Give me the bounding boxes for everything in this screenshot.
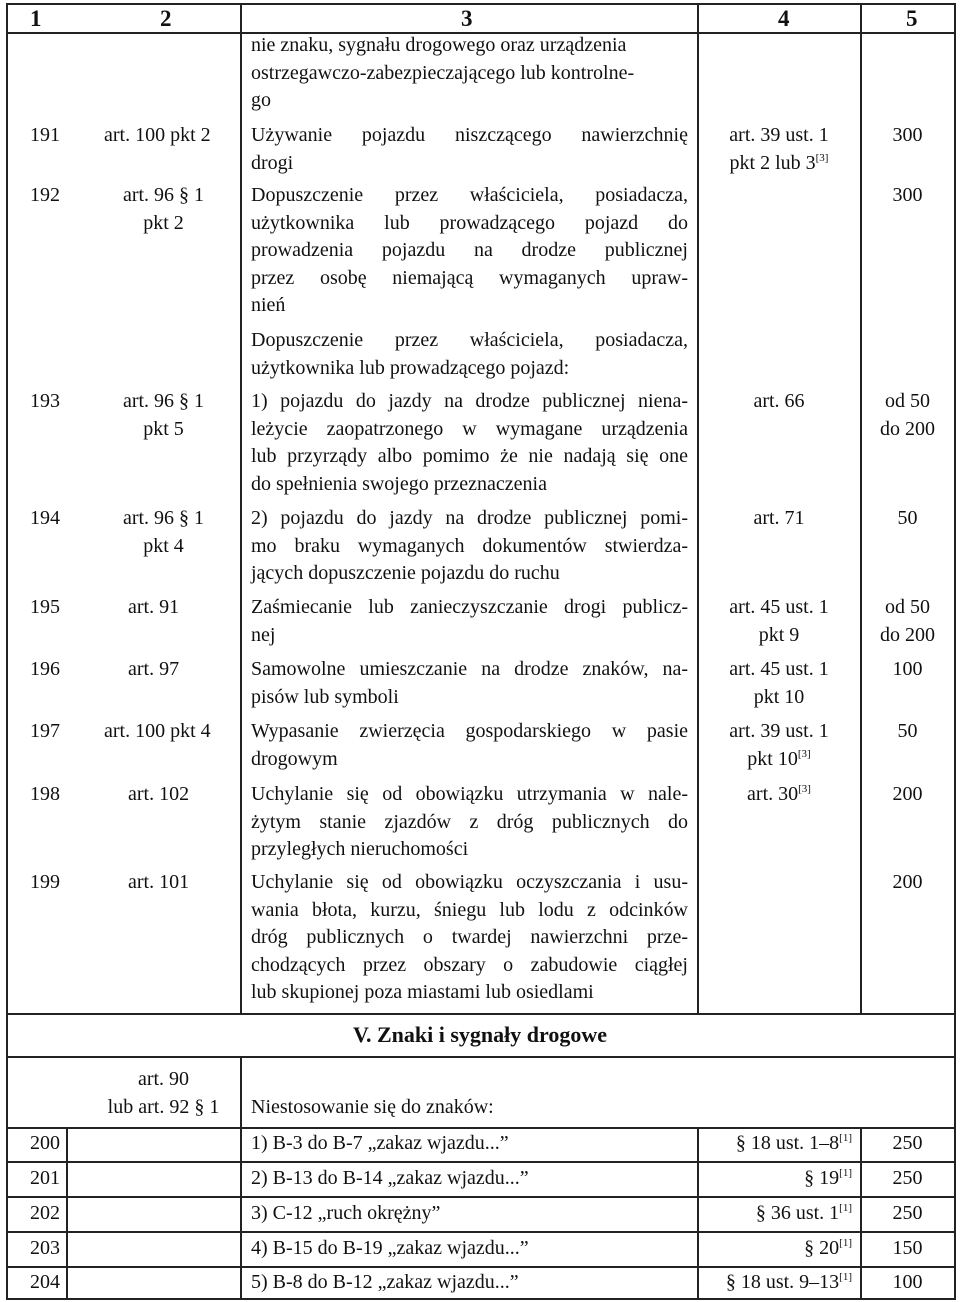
row-204-description: 5) B-8 do B-12 „zakaz wjazdu...” [251, 1271, 519, 1293]
row-202-description: 3) C-12 „ruch okrężny” [251, 1202, 441, 1224]
reference-line [698, 746, 860, 774]
description-line: Dopuszczenie przez właściciela, posiadacza, [251, 329, 688, 351]
description-line: użytkownika lub prowadzącego pojazd: [251, 356, 570, 379]
reference-text: § 20 [804, 1237, 840, 1259]
column-divider-3-4-signs [697, 1127, 699, 1299]
row-199-description [251, 869, 688, 1007]
article-line: art. 96 § 1 [122, 390, 205, 412]
row-196-amount: 100 [892, 658, 923, 680]
row-193-article [86, 388, 241, 443]
row-line-202-top [6, 1196, 956, 1198]
row-195-reference [698, 594, 860, 649]
row-196-description [251, 656, 688, 711]
row-194-number: 194 [30, 507, 60, 529]
description-line: do spełnienia swojego przeznaczenia [251, 472, 547, 495]
description-line: Samowolne umieszczanie na drodze znaków, na- [251, 658, 688, 680]
row-204-reference [726, 1269, 852, 1297]
description-line: Wypasanie zwierzęcia gospodarskiego w pasie [251, 720, 688, 742]
description-line: prowadzenia pojazdu na drodze publicznej [251, 239, 688, 261]
row-193-intro [251, 327, 688, 382]
row-196-number: 196 [30, 658, 60, 680]
description-line: dróg publicznych o twardej nawierzchni prze- [251, 926, 688, 948]
amount-line: do 200 [880, 417, 935, 440]
header-col-5: 5 [906, 6, 918, 31]
description-line: lub przyrządy albo pomimo że nie nadają się one [251, 445, 688, 467]
row-194-reference: art. 71 [753, 507, 805, 529]
reference-text: § 18 ust. 9–13 [725, 1271, 840, 1293]
description-line: 1) pojazdu do jazdy na drodze publicznej niena- [251, 390, 688, 412]
row-200-reference [736, 1130, 852, 1158]
reference-line: art. 45 ust. 1 [729, 658, 829, 680]
row-line-203-top [6, 1231, 956, 1233]
reference-text: § 19 [804, 1167, 840, 1189]
description-line: przyległych nieruchomości [251, 838, 469, 860]
footnote-marker: [1] [839, 1237, 852, 1249]
article-line: pkt 5 [143, 417, 184, 440]
row-198-article: art. 102 [128, 783, 190, 805]
reference-line: pkt 10 [753, 685, 805, 708]
row-203-description: 4) B-15 do B-19 „zakaz wjazdu...” [251, 1237, 529, 1259]
reference-text: pkt 2 lub 3 [729, 151, 816, 174]
description-line: Uchylanie się od obowiązku oczyszczania i usu- [251, 871, 688, 893]
row-line-201-top [6, 1161, 956, 1163]
description-line: Uchylanie się od obowiązku utrzymania w nale- [251, 783, 688, 805]
header-col-4: 4 [778, 6, 790, 31]
row-198-reference [698, 781, 860, 809]
row-199-number: 199 [30, 871, 60, 893]
reference-text: § 18 ust. 1–8 [735, 1132, 840, 1154]
row-198-number: 198 [30, 783, 60, 805]
row-194-article [86, 505, 241, 560]
amount-line: od 50 [885, 390, 930, 412]
footnote-marker: [1] [839, 1167, 852, 1179]
row-195-article: art. 91 [128, 596, 180, 618]
row-199-article: art. 101 [128, 871, 190, 893]
footnote-marker: [3] [815, 151, 829, 164]
row-203-number: 203 [30, 1237, 60, 1259]
row-194-description [251, 505, 688, 588]
row-192-article [86, 182, 241, 237]
row-192-number: 192 [30, 184, 60, 206]
article-line: art. 96 § 1 [122, 507, 205, 529]
row-202-number: 202 [30, 1202, 60, 1224]
description-line: lub skupionej poza miastami lub osiedlami [251, 981, 594, 1003]
row-193-number: 193 [30, 390, 60, 412]
row-line-204-top [6, 1266, 956, 1268]
signs-article [86, 1066, 241, 1121]
continuation-text [251, 32, 688, 115]
article-line: pkt 2 [143, 211, 184, 234]
header-col-1: 1 [30, 6, 42, 31]
header-col-2: 2 [160, 6, 172, 31]
row-line-200-top [6, 1127, 956, 1129]
row-197-reference [698, 718, 860, 773]
row-200-amount: 250 [892, 1132, 923, 1154]
row-195-description [251, 594, 688, 649]
description-line: Dopuszczenie przez właściciela, posiadacza, [251, 184, 688, 206]
table-border-right [954, 3, 956, 1299]
continuation-line: go [251, 89, 271, 111]
reference-line [698, 150, 860, 178]
row-192-description [251, 182, 688, 320]
footnote-marker: [3] [798, 783, 811, 795]
row-197-article: art. 100 pkt 4 [104, 720, 211, 742]
amount-line: od 50 [885, 596, 930, 618]
continuation-line: ostrzegawczo-zabezpieczającego lub kontrolne- [251, 61, 635, 84]
reference-line: pkt 9 [758, 623, 800, 646]
continuation-line: nie znaku, sygnału drogowego oraz urządzenia [251, 34, 627, 56]
description-line: wania błota, kurzu, śniegu lub lodu z odcinków [251, 898, 688, 921]
row-191-article: art. 100 pkt 2 [104, 124, 211, 146]
row-197-amount: 50 [897, 720, 918, 742]
row-201-description: 2) B-13 do B-14 „zakaz wjazdu...” [251, 1167, 529, 1189]
description-line: przez osobę niemającą wymaganych upraw- [251, 266, 688, 289]
row-192-amount: 300 [892, 184, 923, 206]
row-193-reference: art. 66 [753, 390, 805, 412]
column-divider-1-2-signs [66, 1127, 68, 1299]
row-201-reference [804, 1165, 852, 1193]
footnote-marker: [3] [797, 747, 811, 760]
description-line: pisów lub symboli [251, 685, 399, 708]
description-line: leżycie zaopatrzonego w wymagane urządzenia [251, 417, 688, 440]
reference-line: art. 45 ust. 1 [729, 596, 829, 618]
footnote-marker: [1] [839, 1271, 852, 1283]
section-separator [6, 1013, 956, 1015]
row-202-reference [756, 1200, 852, 1228]
row-198-amount: 200 [892, 783, 923, 805]
row-191-amount: 300 [892, 124, 923, 146]
description-line: użytkownika lub prowadzącego pojazd do [251, 211, 688, 234]
description-line: 2) pojazdu do jazdy na drodze publicznej pomi- [251, 507, 688, 529]
row-201-amount: 250 [892, 1167, 923, 1189]
table-border-left [6, 3, 8, 1299]
footnote-marker: [1] [839, 1132, 852, 1144]
description-line: Używanie pojazdu niszczącego nawierzchnię [251, 124, 688, 146]
row-201-number: 201 [30, 1167, 60, 1189]
article-line: pkt 4 [143, 534, 184, 557]
article-line: art. 90 [137, 1068, 190, 1090]
description-line: chodzących przez obszary o zabudowie ciągłej [251, 953, 688, 976]
footnote-marker: [1] [839, 1202, 852, 1214]
row-191-reference [698, 122, 860, 177]
table-border-top [6, 3, 956, 5]
section-heading-underline [6, 1056, 956, 1058]
article-line: art. 96 § 1 [122, 184, 205, 206]
description-line: nień [251, 294, 286, 316]
description-line: żytym stanie zjazdów z dróg publicznych do [251, 810, 688, 833]
section-heading: V. Znaki i sygnały drogowe [352, 1022, 608, 1047]
row-200-description: 1) B-3 do B-7 „zakaz wjazdu...” [251, 1132, 509, 1154]
header-col-3: 3 [461, 6, 473, 31]
reference-line: art. 39 ust. 1 [729, 124, 829, 146]
row-195-amount [861, 594, 954, 649]
description-line: nej [251, 623, 276, 646]
row-195-number: 195 [30, 596, 60, 618]
signs-intro: Niestosowanie się do znaków: [251, 1096, 494, 1118]
row-194-amount: 50 [897, 507, 918, 529]
row-196-article: art. 97 [128, 658, 180, 680]
row-199-amount: 200 [892, 871, 923, 893]
row-193-description [251, 388, 688, 498]
row-200-number: 200 [30, 1132, 60, 1154]
row-193-amount [861, 388, 954, 443]
row-197-description [251, 718, 688, 773]
row-196-reference [698, 656, 860, 711]
row-198-description [251, 781, 688, 864]
description-line: Zaśmiecanie lub zanieczyszczanie drogi publicz- [251, 596, 688, 618]
row-203-reference [804, 1235, 852, 1263]
reference-line: art. 39 ust. 1 [729, 720, 829, 742]
row-191-description [251, 122, 688, 177]
row-191-number: 191 [30, 124, 60, 146]
reference-text: pkt 10 [747, 747, 798, 770]
description-line: drogowym [251, 747, 338, 770]
table-border-bottom [6, 1298, 956, 1300]
reference-text: § 36 ust. 1 [755, 1202, 840, 1224]
row-204-number: 204 [30, 1271, 60, 1293]
row-202-amount: 250 [892, 1202, 923, 1224]
row-197-number: 197 [30, 720, 60, 742]
description-line: mo braku wymaganych dokumentów stwierdza- [251, 534, 688, 557]
description-line: drogi [251, 151, 294, 174]
reference-text: art. 30 [747, 783, 799, 805]
row-203-amount: 150 [892, 1237, 923, 1259]
description-line: jących dopuszczenie pojazdu do ruchu [251, 562, 560, 584]
amount-line: do 200 [880, 623, 935, 646]
article-line: lub art. 92 § 1 [107, 1095, 220, 1118]
row-204-amount: 100 [892, 1271, 923, 1293]
